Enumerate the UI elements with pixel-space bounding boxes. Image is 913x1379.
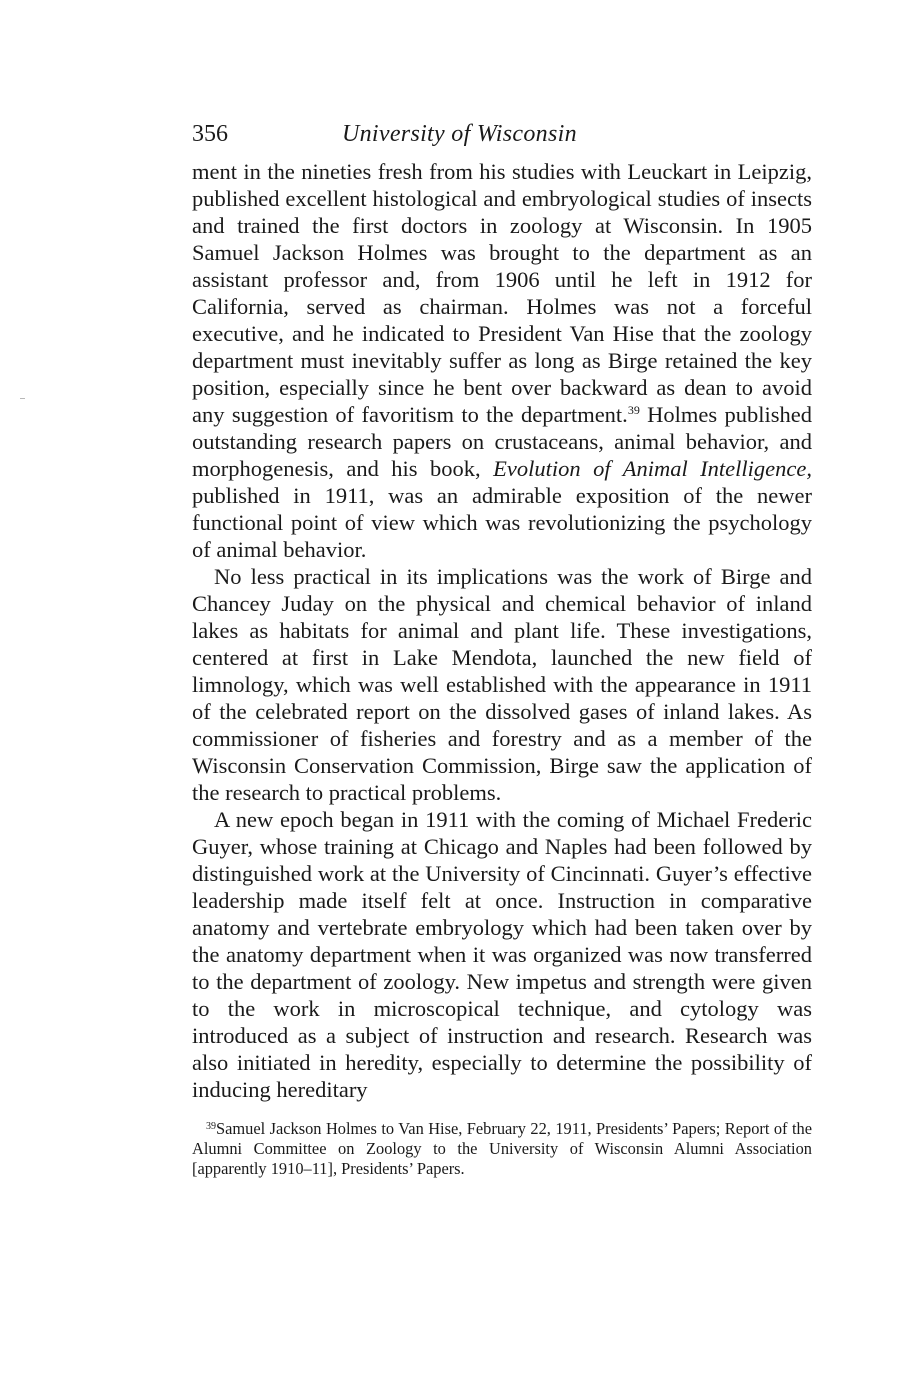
book-title-italic: Evolution of Animal Intelligence,: [493, 456, 812, 481]
footnote-reference: 39: [627, 403, 640, 417]
footnote-text: Samuel Jackson Holmes to Van Hise, February 22, 1911, Presidents’ Papers; Report of the Alumni Committee on Zoology to the University of Wisconsin Alumni Association [apparently 1910–11], Presidents’ Papers.: [192, 1119, 812, 1178]
footnote: [192, 1119, 812, 1179]
body-text: [192, 158, 812, 1103]
paragraph-text: published in 1911, was an admirable exposition of the newer functional point of view which was revolutionizing the psychology of animal behavior.: [192, 483, 812, 562]
footnote-39: [192, 1119, 812, 1179]
paragraph-holmes: [192, 158, 812, 563]
paragraph-text: Holmes published outstanding research papers on crustaceans, animal behavior, and morphogenesis, and his book,: [192, 402, 812, 481]
margin-mark: [20, 398, 25, 399]
paragraph-guyer: A new epoch began in 1911 with the coming of Michael Frederic Guyer, whose training at Chicago and Naples had been followed by distinguished work at the University of Cincinnati. Guyer’s effective leadership made itself felt at once. Instruction in comparative anatomy and vertebrate embryology which had been taken over by the anatomy department when it was organized was now transferred to the department of zoology. New impetus and strength were given to the work in microscopical technique, and cytology was introduced as a subject of instruction and research. Research was also initiated in heredity, especially to determine the possibility of inducing hereditary: [192, 807, 812, 1102]
footnote-mark: 39: [206, 1121, 216, 1132]
book-title: University of Wisconsin: [342, 121, 577, 147]
page-number: 356: [192, 121, 228, 147]
running-head: [192, 118, 817, 152]
paragraph-text: ment in the nineties fresh from his studies with Leuckart in Leipzig, published excellent histological and embryological studies of insects and trained the first doctors in zoology at Wisconsin. In 1905 Samuel Jackson Holmes was brought to the department as an assistant professor and, from 1906 until he left in 1912 for California, served as chairman. Holmes was not a forceful executive, and he indicated to President Van Hise that the zoology department must inevitably suffer as long as Birge retained the key position, especially since he bent over backward as dean to avoid any suggestion of favoritism to the department.: [192, 159, 812, 427]
paragraph-limnology: No less practical in its implications was the work of Birge and Chancey Juday on the physical and chemical behavior of inland lakes as habitats for animal and plant life. These investigations, centered at first in Lake Mendota, launched the new field of limnology, which was well established with the appearance in 1911 of the celebrated report on the dissolved gases of inland lakes. As commissioner of fisheries and forestry and as a member of the Wisconsin Conservation Commission, Birge saw the application of the research to practical problems.: [192, 564, 812, 805]
